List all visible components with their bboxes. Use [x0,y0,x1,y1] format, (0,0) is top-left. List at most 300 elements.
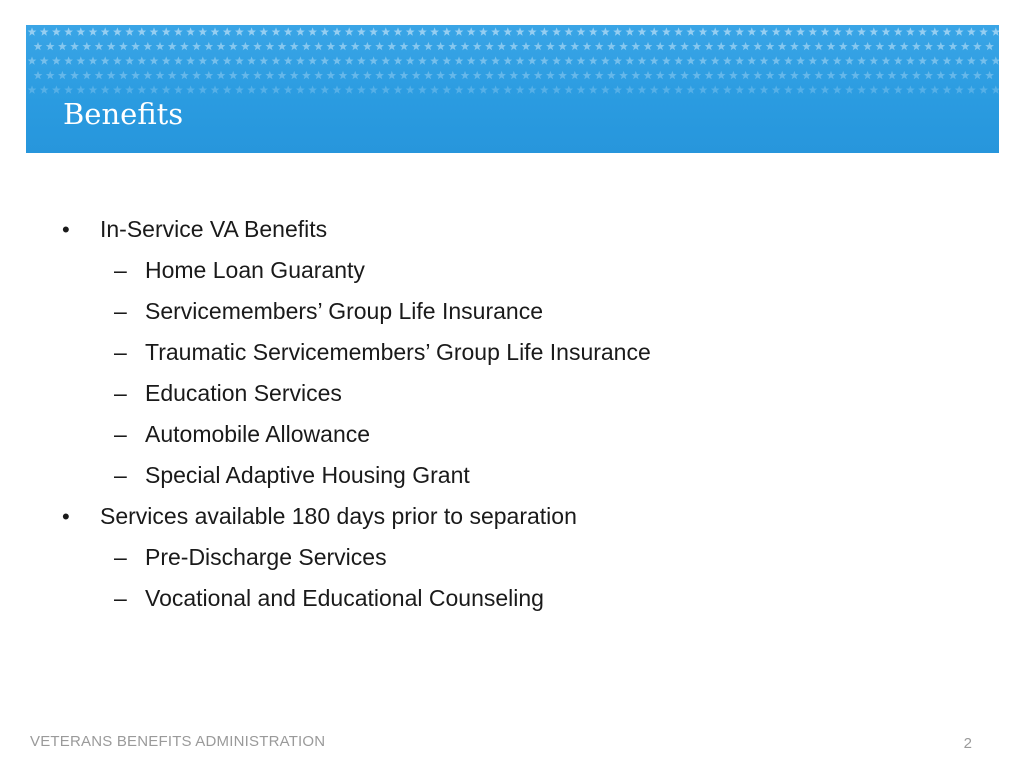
star-icon [784,56,793,64]
star-icon [308,85,317,93]
star-icon [796,56,805,64]
star-icon [345,56,354,64]
star-icon [204,71,213,79]
star-icon [833,27,842,35]
star-icon [241,42,250,50]
star-icon [528,56,537,64]
star-icon [467,85,476,93]
star-icon [253,42,262,50]
star-icon [540,85,549,93]
star-icon [125,27,134,35]
star-icon [930,27,939,35]
star-icon [369,27,378,35]
sub-bullet-marker: – [114,380,127,406]
star-icon [686,85,695,93]
star-icon [851,42,860,50]
star-icon [741,71,750,79]
star-icon [406,85,415,93]
star-icon [882,27,891,35]
star-icon [46,71,55,79]
star-icon [894,56,903,64]
sub-bullet-text: Special Adaptive Housing Grant [145,462,470,488]
star-icon [418,56,427,64]
star-icon [467,56,476,64]
star-icon [625,56,634,64]
sub-bullet-item [0,373,1024,414]
star-icon [516,85,525,93]
star-icon [326,42,335,50]
star-icon [509,42,518,50]
star-icon [991,27,999,35]
star-icon [668,71,677,79]
star-icon [381,85,390,93]
star-icon [198,85,207,93]
star-icon [186,85,195,93]
sub-bullet-item [0,537,1024,578]
star-icon [137,56,146,64]
star-icon [186,27,195,35]
star-icon [546,71,555,79]
star-icon [34,71,43,79]
star-icon [314,42,323,50]
star-icon [967,56,976,64]
star-icon [308,27,317,35]
star-icon [491,27,500,35]
sub-bullet-item [0,332,1024,373]
star-icon [229,71,238,79]
star-icon [772,85,781,93]
star-icon [845,27,854,35]
star-icon [40,56,49,64]
star-icon [143,71,152,79]
star-icon [46,42,55,50]
star-icon [680,42,689,50]
star-icon [711,27,720,35]
star-icon [131,42,140,50]
sub-bullet-marker: – [114,462,127,488]
star-icon [821,27,830,35]
star-icon [650,56,659,64]
star-icon [235,27,244,35]
star-icon [985,71,994,79]
star-icon [259,56,268,64]
star-icon [442,85,451,93]
star-icon [961,42,970,50]
star-icon [766,42,775,50]
star-icon [577,85,586,93]
star-icon [101,85,110,93]
star-icon [143,42,152,50]
star-icon [924,42,933,50]
star-icon [528,27,537,35]
star-icon [509,71,518,79]
star-icon [418,85,427,93]
star-icon [290,42,299,50]
star-icon [272,85,281,93]
sub-bullet-marker: – [114,585,127,611]
star-icon [70,71,79,79]
star-icon [601,27,610,35]
star-icon [198,27,207,35]
star-icon [235,56,244,64]
star-icon [211,27,220,35]
star-icon [918,27,927,35]
bullet-text: Services available 180 days prior to separation [100,503,577,529]
star-icon [326,71,335,79]
star-icon [589,85,598,93]
star-icon [741,42,750,50]
star-icon [296,56,305,64]
star-icon [516,27,525,35]
star-icon [107,42,116,50]
star-icon [717,71,726,79]
star-icon [924,71,933,79]
star-icon [674,27,683,35]
star-icon [595,42,604,50]
star-icon [150,27,159,35]
star-icon [735,85,744,93]
star-icon [918,56,927,64]
star-icon [570,42,579,50]
star-icon [583,42,592,50]
sub-bullet-item [0,250,1024,291]
bullet-marker: • [62,217,70,242]
star-icon [552,85,561,93]
star-icon [869,85,878,93]
star-icon [692,71,701,79]
star-icon [808,85,817,93]
star-icon [577,27,586,35]
star-icon [70,42,79,50]
sub-bullet-marker: – [114,339,127,365]
star-icon [351,71,360,79]
slide-title: Benefits [63,97,184,131]
star-icon [766,71,775,79]
star-icon [34,42,43,50]
star-icon [284,56,293,64]
sub-bullet-marker: – [114,257,127,283]
star-icon [461,42,470,50]
star-icon [936,71,945,79]
star-icon [442,56,451,64]
star-icon [400,71,409,79]
star-icon [28,56,37,64]
star-icon [497,42,506,50]
sub-bullet-marker: – [114,298,127,324]
star-icon [796,85,805,93]
star-icon [979,27,988,35]
star-icon [174,85,183,93]
star-icon [711,56,720,64]
star-icon [625,27,634,35]
star-icon [662,27,671,35]
star-icon [692,42,701,50]
star-icon [430,27,439,35]
sub-bullet-text: Pre-Discharge Services [145,544,387,570]
star-icon [528,85,537,93]
star-icon [168,71,177,79]
star-icon [900,71,909,79]
star-icon [662,56,671,64]
star-icon [101,27,110,35]
star-icon [711,85,720,93]
star-icon [955,85,964,93]
star-icon [369,56,378,64]
star-icon [424,71,433,79]
star-icon [888,42,897,50]
star-icon [113,27,122,35]
star-icon [522,42,531,50]
sub-bullet-item [0,414,1024,455]
star-icon [479,85,488,93]
star-icon [436,71,445,79]
star-icon [40,85,49,93]
star-icon [833,85,842,93]
star-icon [845,56,854,64]
star-icon [418,27,427,35]
star-icon [320,27,329,35]
star-icon [699,27,708,35]
star-icon [363,42,372,50]
star-icon [412,42,421,50]
star-icon [638,85,647,93]
star-icon [686,56,695,64]
star-icon [265,42,274,50]
star-icon [265,71,274,79]
star-icon [394,85,403,93]
sub-bullet-item [0,455,1024,496]
star-icon [875,42,884,50]
star-icon [479,27,488,35]
star-icon [259,27,268,35]
star-icon [406,27,415,35]
star-icon [125,56,134,64]
star-icon [973,71,982,79]
star-pattern [26,25,999,100]
star-icon [491,85,500,93]
star-icon [387,42,396,50]
star-icon [833,56,842,64]
star-icon [473,71,482,79]
star-icon [290,71,299,79]
star-icon [814,42,823,50]
star-icon [89,56,98,64]
star-icon [278,42,287,50]
star-icon [631,42,640,50]
star-icon [58,71,67,79]
star-icon [241,71,250,79]
star-icon [638,27,647,35]
star-icon [357,56,366,64]
bullet-item [0,496,1024,537]
star-icon [778,42,787,50]
page-number: 2 [963,735,972,752]
star-icon [162,56,171,64]
star-icon [503,56,512,64]
star-icon [558,42,567,50]
star-icon [827,42,836,50]
star-icon [442,27,451,35]
star-icon [137,27,146,35]
star-icon [680,71,689,79]
star-icon [394,56,403,64]
star-icon [284,27,293,35]
star-icon [40,27,49,35]
star-icon [217,42,226,50]
star-icon [192,42,201,50]
star-icon [601,85,610,93]
star-icon [802,71,811,79]
star-icon [735,56,744,64]
star-icon [930,85,939,93]
star-icon [381,56,390,64]
star-icon [753,71,762,79]
star-icon [772,27,781,35]
star-icon [424,42,433,50]
star-icon [58,42,67,50]
star-icon [912,71,921,79]
star-icon [936,42,945,50]
sub-bullet-item [0,578,1024,619]
star-icon [991,56,999,64]
star-icon [564,85,573,93]
star-icon [699,85,708,93]
star-icon [729,71,738,79]
star-icon [448,71,457,79]
star-icon [540,56,549,64]
star-icon [900,42,909,50]
star-icon [64,85,73,93]
star-icon [875,71,884,79]
star-icon [113,85,122,93]
star-icon [760,85,769,93]
star-icon [333,56,342,64]
star-icon [89,85,98,93]
star-icon [845,85,854,93]
star-icon [491,56,500,64]
star-icon [985,42,994,50]
star-icon [247,27,256,35]
star-icon [656,71,665,79]
star-icon [76,56,85,64]
star-icon [979,56,988,64]
star-icon [564,27,573,35]
sub-bullet-text: Automobile Allowance [145,421,371,447]
star-icon [28,85,37,93]
star-icon [204,42,213,50]
star-icon [906,56,915,64]
star-icon [827,71,836,79]
star-icon [552,56,561,64]
star-icon [796,27,805,35]
star-icon [223,27,232,35]
star-icon [52,56,61,64]
star-icon [455,27,464,35]
star-icon [723,56,732,64]
star-icon [296,27,305,35]
star-icon [174,56,183,64]
star-icon [89,27,98,35]
sub-bullet-item [0,291,1024,332]
star-icon [613,27,622,35]
star-icon [131,71,140,79]
star-icon [851,71,860,79]
star-icon [180,42,189,50]
star-icon [949,42,958,50]
star-icon [723,27,732,35]
star-icon [455,85,464,93]
star-icon [119,71,128,79]
star-icon [412,71,421,79]
star-icon [644,42,653,50]
star-icon [314,71,323,79]
star-icon [387,71,396,79]
star-icon [589,27,598,35]
star-icon [943,27,952,35]
sub-bullet-text: Vocational and Educational Counseling [145,585,544,611]
star-icon [406,56,415,64]
star-icon [174,27,183,35]
star-icon [705,71,714,79]
star-icon [479,56,488,64]
star-icon [674,85,683,93]
star-icon [821,85,830,93]
star-icon [162,27,171,35]
star-icon [607,42,616,50]
star-icon [302,71,311,79]
star-icon [869,56,878,64]
star-icon [607,71,616,79]
star-icon [235,85,244,93]
star-icon [394,27,403,35]
star-icon [430,56,439,64]
star-icon [747,85,756,93]
star-icon [52,27,61,35]
star-icon [943,56,952,64]
star-icon [747,56,756,64]
star-icon [473,42,482,50]
star-icon [735,27,744,35]
star-icon [272,56,281,64]
star-icon [485,71,494,79]
star-icon [82,71,91,79]
star-icon [546,42,555,50]
star-icon [979,85,988,93]
star-icon [357,85,366,93]
star-icon [375,71,384,79]
star-icon [839,71,848,79]
star-icon [229,42,238,50]
star-icon [95,42,104,50]
star-icon [223,56,232,64]
star-icon [192,71,201,79]
star-icon [668,42,677,50]
star-icon [656,42,665,50]
star-icon [564,56,573,64]
star-icon [168,42,177,50]
star-icon [339,42,348,50]
star-icon [461,71,470,79]
star-icon [705,42,714,50]
star-icon [198,56,207,64]
star-icon [821,56,830,64]
star-icon [497,71,506,79]
star-icon [534,42,543,50]
star-icon [601,56,610,64]
bullet-marker: • [62,504,70,529]
star-icon [943,85,952,93]
star-icon [247,56,256,64]
